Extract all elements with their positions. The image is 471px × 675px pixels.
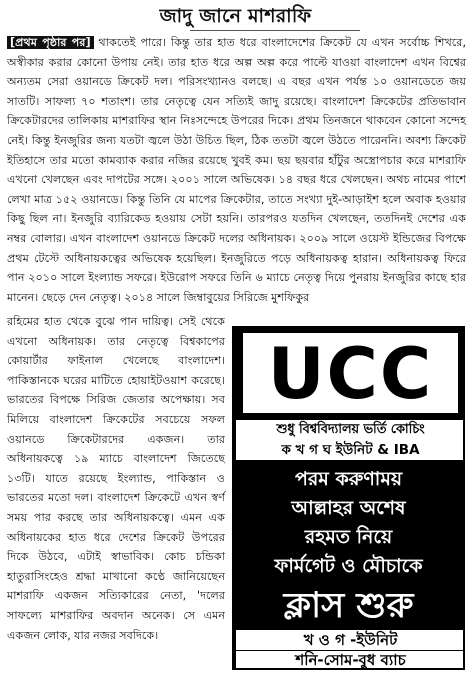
ad-subtitle-units: ক খ গ ঘ ইউনিট & IBA [236, 440, 465, 460]
ucc-logo: UCC [240, 330, 461, 416]
ad-class-start-banner: ক্লাস শুরু [283, 586, 414, 626]
headline-underline [190, 30, 360, 31]
ad-text-line-3: রহমত নিয়ে [304, 526, 393, 548]
ad-units-strip: খ ও গ -ইউনিট [236, 630, 465, 650]
ad-batch-strip: শনি-সোম-বুধ ব্যাচ [236, 650, 465, 669]
ad-text-line-4-locations: ফার্মগেট ও মৌচাকে [274, 555, 423, 577]
article-headline: জাদু জানে মাশরাফি [159, 5, 312, 27]
continued-from-front-page-tag: [প্রথম পৃষ্ঠার পর] [7, 36, 94, 49]
article-body-column: রহিমের হাত থেকে বুঝে পান দায়িত্ব। সেই থেকে এখনো অধিনায়ক। তার নেতৃত্বে বিশ্বকাপের কোয়ার্টার ফাইনাল খেলেছে বাংলাদেশ। পাকিস্তানকে ঘরের মাটিতে হোয়াইটওয়াশ করেছে। ভারতের বিপক্ষে সিরিজ জেতার অপেক্ষায়। সব মিলিয়ে বাংলাদেশ ক্রিকেটের সবচেয়ে সফল ওয়ানডে ক্রিকেটারদের একজন। তার অধিনায়কত্বে ১৯ ম্যাচে বাংলাদেশ জিতেছে ১৩টি। যাতে রয়েছে ইংল্যান্ড, পাকিস্তান ও ভারতের মতো দল। বাংলাদেশ ক্রিকেটে এখন স্বর্ণ সময় পার করছে তার অধিনায়কত্বে। এমন এক অধিনায়কের হাত ধরে দেশের ক্রিকেট উপরের দিকে উঠবে, এটাই স্বাভাবিক। কোচ চন্ডিকা হাতুরাসিংহেও শ্রদ্ধা মাখানো কণ্ঠে জানিয়েছেন মাশরাফি একজন সত্যিকারের নেতা, 'দলের সাফল্যে মাশরাফির অবদান অনেক। সে এমন একজন লোক, যার নজর সবদিকে। [7, 315, 225, 642]
article-body-top [7, 33, 466, 307]
ad-text-line-1: পরম করুণাময় [294, 468, 403, 490]
ad-subtitle-admission-coaching: শুধু বিশ্ববিদ্যালয় ভর্তি কোচিং [236, 420, 465, 440]
ad-text-line-2: আল্লাহর অশেষ [291, 497, 406, 519]
ucc-coaching-advertisement [232, 326, 465, 670]
article-body-text: থাকতেই পারে। কিন্তু তার হাত ধরে বাংলাদেশের ক্রিকেট যে এখন সর্বোচ্চ শিখরে, অস্বীকার করার কোনো উপায় নেই। তার হাত ধরে অল্প অল্প করে পাল্টে যাওয়া বাংলাদেশ এখন বিশ্বের অন্যতম সেরা ওয়ানডে ক্রিকেট দল। পরিসংখ্যানও বলছে। এ বছর এখন পর্যন্ত ১০ ওয়ানডেতে জয় সাতটি। সাফল্য ৭০ শতাংশ। তার নেতৃত্বে যেন সত্যিই জাদু রয়েছে। বাংলাদেশ ক্রিকেটের প্রতিভাবান ক্রিকেটারদের তালিকায় মাশরাফির স্থান নিঃসন্দেহে উপরের দিকে। প্রথম তিনজনে থাকবেন কোনো সন্দেহ নেই। কিন্তু ইনজুরির জন্য যতটা জ্বলে উঠা উচিত ছিল, ঠিক ততটা জ্বলে উঠতে পারেননি। অবশ্য ক্রিকেট ইতিহাসে তার মতো কামব্যাক করার নজির রয়েছে খুবই কম। ছয় ছয়বার হাঁটুর অস্ত্রোপচার করে মাশরাফি এখনো খেলছেন এবং দাপটের সঙ্গে। ২০০১ সালে অভিষেক। ১৪ বছর ধরে খেলছেন। অথচ নামের পাশে লেখা মাত্র ১৫২ ওয়ানডে। কিন্তু তিনি যে মাপের ক্রিকেটার, তাতে সংখ্যা দুই-আড়াইশ হলে অবাক হওয়ার কিছু ছিল না। ইনজুরি ব্যারিকেড হওয়ায় সেটা হয়নি। তারপরও যতদিন খেলছেন, ততদিনই দেশের এক নম্বর বোলার। এখন বাংলাদেশ ওয়ানডে ক্রিকেট দলের অধিনায়ক। ২০০৯ সালে ওয়েস্ট ইন্ডিজের বিপক্ষে প্রথম টেস্টে অধিনায়কত্বের অভিষেক হয়েছিল। ইনজুরিতে পড়ে অধিনায়কত্ব হারান। অধিনায়কত্ব ফিরে পান ২০১০ সালে ইংল্যান্ড সফরে। ইউরোপ সফরে তিনি ৬ ম্যাচে নেতৃত্ব দিয়ে পুনরায় ইনজুরির কাছে হার মানেন। ছেড়ে দেন নেতৃত্ব। ২০১৪ সালে জিম্বাবুয়ের সিরিজে মুশফিকুর [7, 36, 466, 304]
